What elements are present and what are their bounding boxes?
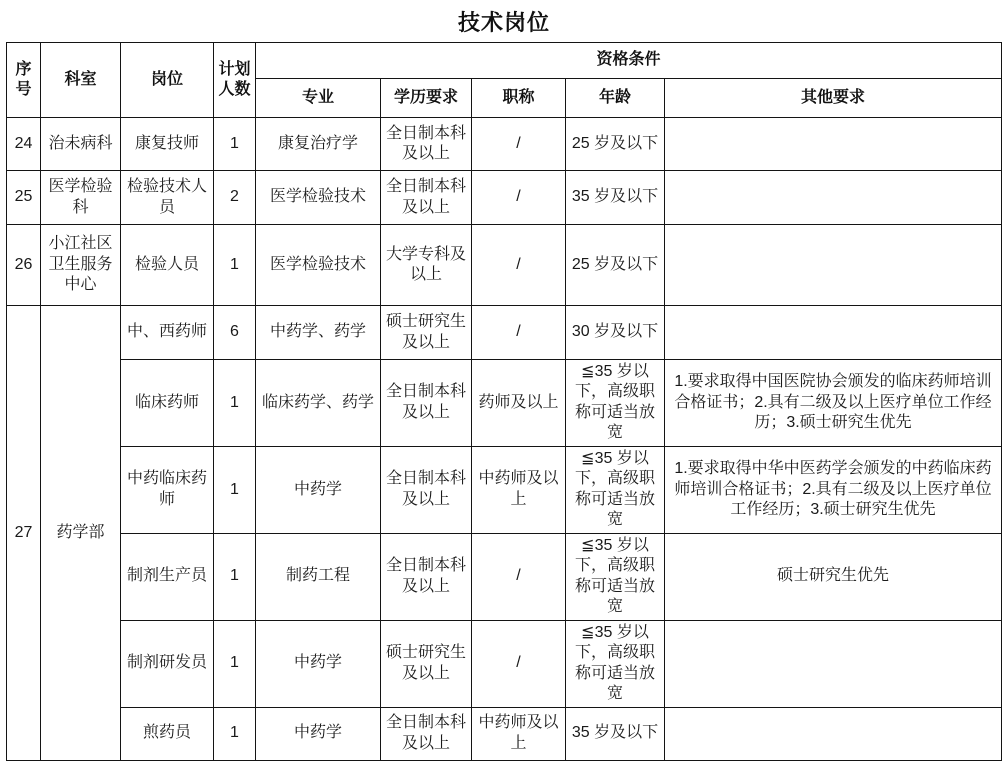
cell-major: 医学检验技术 bbox=[256, 225, 381, 306]
cell-title: / bbox=[472, 225, 566, 306]
cell-dept: 小江社区卫生服务中心 bbox=[41, 225, 121, 306]
cell-title: / bbox=[472, 620, 566, 707]
cell-count: 1 bbox=[214, 707, 256, 760]
cell-title: / bbox=[472, 118, 566, 171]
cell-dept: 治未病科 bbox=[41, 118, 121, 171]
cell-count: 1 bbox=[214, 620, 256, 707]
cell-age: ≦35 岁以下，高级职称可适当放宽 bbox=[566, 533, 665, 620]
table-row bbox=[7, 225, 1002, 306]
cell-other bbox=[665, 171, 1002, 225]
cell-post: 中药临床药师 bbox=[121, 446, 214, 533]
col-header-major: 专业 bbox=[256, 79, 381, 118]
cell-education: 全日制本科及以上 bbox=[381, 707, 472, 760]
col-header-qualifications: 资格条件 bbox=[256, 43, 1002, 79]
cell-title: / bbox=[472, 533, 566, 620]
cell-count: 1 bbox=[214, 360, 256, 447]
cell-age: ≦35 岁以下，高级职称可适当放宽 bbox=[566, 620, 665, 707]
cell-major: 临床药学、药学 bbox=[256, 360, 381, 447]
cell-education: 全日制本科及以上 bbox=[381, 171, 472, 225]
cell-major: 中药学 bbox=[256, 446, 381, 533]
cell-education: 全日制本科及以上 bbox=[381, 533, 472, 620]
cell-major: 中药学、药学 bbox=[256, 306, 381, 360]
cell-age: 35 岁及以下 bbox=[566, 171, 665, 225]
cell-other: 硕士研究生优先 bbox=[665, 533, 1002, 620]
cell-title: / bbox=[472, 306, 566, 360]
cell-dept: 药学部 bbox=[41, 306, 121, 761]
cell-other bbox=[665, 118, 1002, 171]
cell-count: 1 bbox=[214, 118, 256, 171]
cell-age: 25 岁及以下 bbox=[566, 225, 665, 306]
table-row bbox=[7, 533, 1002, 620]
cell-no: 27 bbox=[7, 306, 41, 761]
cell-education: 全日制本科及以上 bbox=[381, 360, 472, 447]
col-header-no: 序号 bbox=[7, 43, 41, 118]
cell-post: 煎药员 bbox=[121, 707, 214, 760]
cell-title: 中药师及以上 bbox=[472, 446, 566, 533]
col-header-other: 其他要求 bbox=[665, 79, 1002, 118]
cell-major: 医学检验技术 bbox=[256, 171, 381, 225]
table-row bbox=[7, 620, 1002, 707]
page-title: 技术岗位 bbox=[457, 10, 550, 35]
cell-post: 检验人员 bbox=[121, 225, 214, 306]
cell-post: 康复技师 bbox=[121, 118, 214, 171]
col-header-count: 计划人数 bbox=[214, 43, 256, 118]
table-row bbox=[7, 118, 1002, 171]
header-row-1 bbox=[7, 43, 1002, 79]
cell-education: 硕士研究生及以上 bbox=[381, 306, 472, 360]
cell-other bbox=[665, 306, 1002, 360]
cell-post: 制剂研发员 bbox=[121, 620, 214, 707]
cell-count: 2 bbox=[214, 171, 256, 225]
cell-no: 26 bbox=[7, 225, 41, 306]
cell-major: 中药学 bbox=[256, 707, 381, 760]
table-row bbox=[7, 360, 1002, 447]
col-header-age: 年龄 bbox=[566, 79, 665, 118]
cell-post: 临床药师 bbox=[121, 360, 214, 447]
cell-count: 1 bbox=[214, 446, 256, 533]
cell-education: 硕士研究生及以上 bbox=[381, 620, 472, 707]
cell-post: 检验技术人员 bbox=[121, 171, 214, 225]
cell-post: 中、西药师 bbox=[121, 306, 214, 360]
cell-age: 30 岁及以下 bbox=[566, 306, 665, 360]
cell-title: 药师及以上 bbox=[472, 360, 566, 447]
cell-other bbox=[665, 225, 1002, 306]
cell-title: / bbox=[472, 171, 566, 225]
cell-age: ≦35 岁以下，高级职称可适当放宽 bbox=[566, 360, 665, 447]
cell-age: 35 岁及以下 bbox=[566, 707, 665, 760]
col-header-post: 岗位 bbox=[121, 43, 214, 118]
cell-title: 中药师及以上 bbox=[472, 707, 566, 760]
cell-other bbox=[665, 707, 1002, 760]
col-header-dept: 科室 bbox=[41, 43, 121, 118]
table-row bbox=[7, 446, 1002, 533]
cell-dept: 医学检验科 bbox=[41, 171, 121, 225]
cell-major: 制药工程 bbox=[256, 533, 381, 620]
cell-age: 25 岁及以下 bbox=[566, 118, 665, 171]
cell-education: 全日制本科及以上 bbox=[381, 446, 472, 533]
cell-count: 6 bbox=[214, 306, 256, 360]
cell-other: 1.要求取得中华中医药学会颁发的中药临床药师培训合格证书；2.具有二级及以上医疗单位工作经历；3.硕士研究生优先 bbox=[665, 446, 1002, 533]
cell-other bbox=[665, 620, 1002, 707]
cell-age: ≦35 岁以下，高级职称可适当放宽 bbox=[566, 446, 665, 533]
table-row bbox=[7, 707, 1002, 760]
cell-post: 制剂生产员 bbox=[121, 533, 214, 620]
col-header-education: 学历要求 bbox=[381, 79, 472, 118]
cell-major: 中药学 bbox=[256, 620, 381, 707]
cell-education: 全日制本科及以上 bbox=[381, 118, 472, 171]
table-row bbox=[7, 306, 1002, 360]
cell-count: 1 bbox=[214, 225, 256, 306]
cell-no: 24 bbox=[7, 118, 41, 171]
cell-no: 25 bbox=[7, 171, 41, 225]
cell-other: 1.要求取得中国医院协会颁发的临床药师培训合格证书；2.具有二级及以上医疗单位工作经历；3.硕士研究生优先 bbox=[665, 360, 1002, 447]
cell-count: 1 bbox=[214, 533, 256, 620]
cell-education: 大学专科及以上 bbox=[381, 225, 472, 306]
table-row bbox=[7, 171, 1002, 225]
cell-major: 康复治疗学 bbox=[256, 118, 381, 171]
positions-table bbox=[6, 42, 1002, 761]
col-header-title: 职称 bbox=[472, 79, 566, 118]
